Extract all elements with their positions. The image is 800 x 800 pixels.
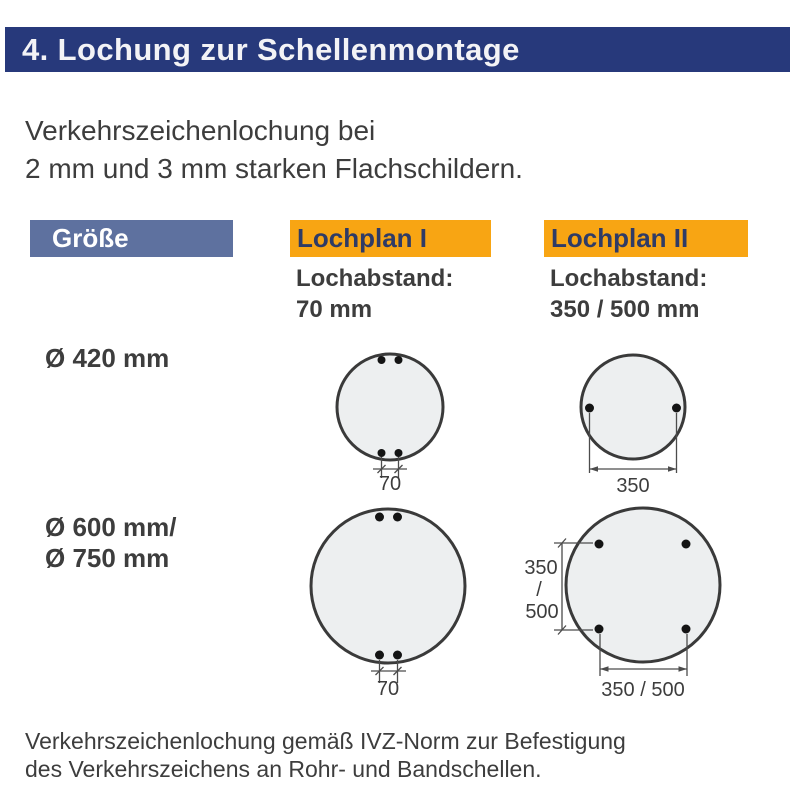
mounting-hole-bottom-left [378,449,386,457]
diagram-420-lochplan-1 [320,345,460,503]
dimension-callout-70 [371,660,406,700]
mounting-hole-bottom-left [595,625,604,634]
section-title: 4. Lochung zur Schellenmontage [22,32,520,67]
column-header-groesse-label: Größe [52,223,129,253]
mounting-hole-bottom-left [375,651,384,660]
dimension-label-horizontal: 350 / 500 [601,679,685,701]
mounting-hole-bottom-right [393,651,402,660]
dimension-label: 350 [616,475,650,497]
sign-disc [581,355,685,459]
spacing-value-lochplan-2: 350 / 500 mm [550,296,700,323]
row-label-600-text: Ø 600 mm/ [45,512,177,542]
diagram-600-750-lochplan-1 [305,505,475,710]
dimension-label: 70 [376,678,400,700]
diagram-600-750-lochplan-2 [515,500,760,712]
row-label-750-text: Ø 750 mm [45,543,170,573]
dimension-label-vertical-350: 350 [524,557,558,579]
footer-note [25,727,626,783]
row-label-600-750 [45,512,177,574]
spacing-value-lochplan-1: 70 mm [296,296,373,323]
sign-disc [566,508,720,662]
sign-disc [337,354,443,460]
mounting-hole-top-right [682,540,691,549]
mounting-hole-top-left [378,356,386,364]
mounting-hole-bottom-right [682,625,691,634]
footer-line-2: des Verkehrszeichens an Rohr- und Bandschellen. [25,756,542,782]
intro-line-2: 2 mm und 3 mm starken Flachschildern. [25,153,523,184]
mounting-hole-top-right [393,513,402,522]
row-label-420 [45,343,169,374]
sign-disc [311,509,465,663]
column-header-lochplan-2 [544,220,748,257]
mounting-hole-top-left [595,540,604,549]
mounting-hole-right [672,404,681,413]
spacing-subheader-lochplan-2 [550,263,707,325]
dimension-label: 70 [378,473,402,495]
section-header-bar [5,27,790,72]
column-header-lochplan-2-label: Lochplan II [551,223,689,253]
footer-line-1: Verkehrszeichenlochung gemäß IVZ-Norm zur Befestigung [25,728,626,754]
intro-text [25,112,523,188]
mounting-hole-top-right [395,356,403,364]
intro-line-1: Verkehrszeichenlochung bei [25,115,376,146]
dimension-label-vertical-slash: / [536,579,542,601]
dimension-callout-70 [373,457,407,495]
column-header-lochplan-1 [290,220,491,257]
row-label-420-text: Ø 420 mm [45,343,170,373]
spacing-label-lochplan-1: Lochabstand: [296,265,454,292]
column-header-groesse [30,220,233,257]
diagram-420-lochplan-2 [555,345,715,503]
spacing-subheader-lochplan-1 [296,263,453,325]
mounting-hole-top-left [375,513,384,522]
column-header-lochplan-1-label: Lochplan I [297,223,427,253]
spacing-label-lochplan-2: Lochabstand: [550,265,708,292]
dimension-label-vertical-500: 500 [525,601,559,623]
mounting-hole-left [585,404,594,413]
mounting-hole-bottom-right [395,449,403,457]
